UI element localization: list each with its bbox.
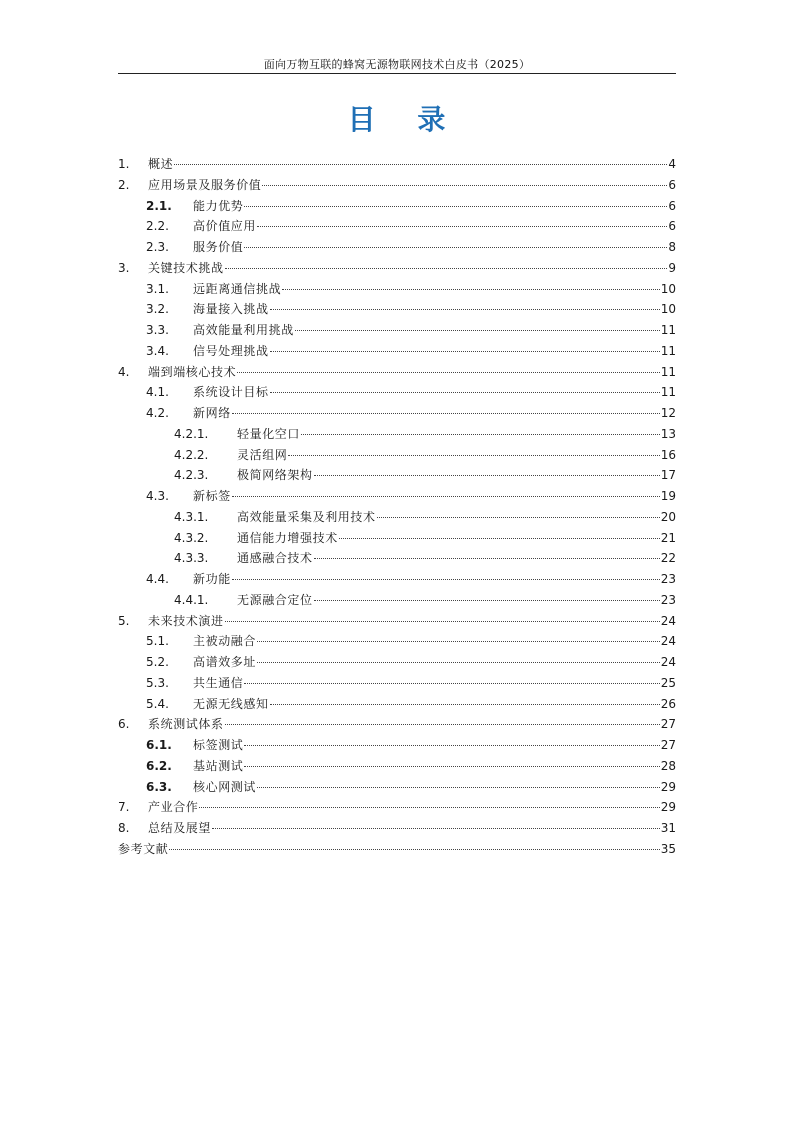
toc-entry-label: 通感融合技术	[237, 551, 313, 566]
toc-entry-number: 4.3.1.	[174, 509, 209, 524]
toc-entry[interactable]	[118, 611, 676, 632]
toc-dot-leader	[270, 351, 660, 352]
toc-entry[interactable]	[118, 320, 676, 341]
toc-entry-number: 8.	[118, 821, 130, 835]
toc-entry[interactable]	[118, 403, 676, 424]
toc-entry-page: 24	[660, 613, 676, 628]
toc-entry-label: 信号处理挑战	[193, 343, 269, 358]
toc-entry-page: 24	[660, 634, 676, 649]
toc-entry-label: 核心网测试	[193, 779, 257, 794]
toc-entry-number: 4.1.	[146, 385, 169, 400]
toc-entry-number: 2.1.	[146, 198, 172, 213]
toc-dot-leader	[244, 247, 667, 248]
table-of-contents	[118, 154, 676, 860]
toc-entry-label: 概述	[148, 157, 174, 171]
toc-entry-page: 11	[660, 343, 676, 358]
toc-dot-leader	[169, 849, 659, 850]
toc-entry[interactable]	[118, 196, 676, 217]
toc-entry-page: 31	[660, 821, 676, 835]
toc-dot-leader	[301, 434, 660, 435]
toc-dot-leader	[199, 807, 659, 808]
toc-dot-leader	[270, 704, 660, 705]
toc-dot-leader	[295, 330, 660, 331]
toc-entry-label: 共生通信	[193, 675, 244, 690]
toc-entry-label: 高谱效多址	[193, 655, 257, 669]
toc-entry-label: 极简网络架构	[237, 468, 313, 483]
toc-entry[interactable]	[118, 652, 676, 673]
toc-entry[interactable]	[118, 631, 676, 652]
toc-entry[interactable]	[118, 486, 676, 507]
toc-entry-page: 25	[660, 675, 676, 690]
toc-entry[interactable]	[118, 548, 676, 569]
toc-dot-leader	[257, 662, 660, 663]
toc-entry-number: 4.4.1.	[174, 592, 209, 607]
toc-dot-leader	[257, 226, 667, 227]
toc-entry-page: 11	[660, 385, 676, 400]
toc-entry-label: 参考文献	[118, 841, 169, 856]
toc-dot-leader	[237, 372, 660, 373]
toc-entry-page: 13	[660, 426, 676, 441]
toc-entry-page: 11	[660, 323, 676, 337]
toc-entry-page: 11	[660, 364, 676, 379]
toc-entry-page: 26	[660, 696, 676, 711]
toc-entry-number: 6.1.	[146, 738, 172, 752]
toc-entry-number: 4.3.	[146, 489, 169, 503]
toc-entry[interactable]	[118, 424, 676, 445]
toc-dot-leader	[225, 268, 668, 269]
toc-entry-page: 22	[660, 551, 676, 566]
toc-entry-label: 服务价值	[193, 240, 244, 254]
toc-entry-number: 4.3.2.	[174, 530, 209, 545]
toc-entry-page: 17	[660, 468, 676, 483]
toc-entry[interactable]	[118, 590, 676, 611]
toc-entry[interactable]	[118, 341, 676, 362]
toc-dot-leader	[244, 206, 667, 207]
toc-title: 目 录	[347, 103, 462, 136]
toc-entry-number: 6.	[118, 717, 130, 732]
toc-entry[interactable]	[118, 175, 676, 196]
toc-entry-number: 2.2.	[146, 219, 169, 234]
toc-dot-leader	[212, 828, 660, 829]
toc-entry-number: 5.	[118, 613, 130, 628]
toc-entry-label: 基站测试	[193, 758, 244, 773]
toc-dot-leader	[262, 185, 667, 186]
toc-dot-leader	[314, 558, 660, 559]
toc-entry[interactable]	[118, 528, 676, 549]
toc-entry-page: 9	[668, 260, 676, 275]
toc-entry-page: 24	[660, 655, 676, 669]
toc-entry-number: 2.3.	[146, 240, 169, 254]
toc-entry-label: 海量接入挑战	[193, 302, 269, 317]
toc-entry[interactable]	[118, 735, 676, 756]
toc-dot-leader	[225, 724, 660, 725]
toc-entry[interactable]	[118, 756, 676, 777]
toc-entry-number: 4.2.	[146, 406, 169, 420]
toc-dot-leader	[314, 475, 660, 476]
toc-entry-label: 新功能	[193, 572, 231, 586]
toc-entry-label: 主被动融合	[193, 634, 257, 649]
toc-entry-page: 29	[660, 779, 676, 794]
toc-entry-label: 能力优势	[193, 198, 244, 213]
toc-entry[interactable]	[118, 154, 676, 175]
toc-dot-leader	[174, 164, 667, 165]
toc-entry-number: 5.4.	[146, 696, 169, 711]
toc-entry-page: 12	[660, 406, 676, 420]
toc-entry-number: 3.1.	[146, 281, 169, 296]
toc-entry-label: 新网络	[193, 406, 231, 420]
toc-entry[interactable]	[118, 445, 676, 466]
toc-entry-label: 端到端核心技术	[148, 364, 237, 379]
toc-entry[interactable]	[118, 777, 676, 798]
toc-entry-label: 远距离通信挑战	[193, 281, 282, 296]
toc-entry-page: 10	[660, 281, 676, 296]
toc-entry[interactable]	[118, 216, 676, 237]
toc-entry-number: 3.3.	[146, 323, 169, 337]
toc-entry-label: 总结及展望	[148, 821, 212, 835]
toc-entry-label: 系统测试体系	[148, 717, 224, 732]
toc-entry[interactable]	[118, 258, 676, 279]
toc-entry-number: 7.	[118, 800, 130, 815]
toc-entry[interactable]	[118, 382, 676, 403]
toc-entry-page: 35	[660, 841, 676, 856]
toc-dot-leader	[288, 455, 659, 456]
toc-entry-page: 27	[660, 738, 676, 752]
toc-entry-label: 无源融合定位	[237, 592, 313, 607]
toc-entry-page: 6	[668, 177, 676, 192]
toc-entry-label: 系统设计目标	[193, 385, 269, 400]
toc-entry-page: 16	[660, 447, 676, 462]
toc-dot-leader	[270, 392, 660, 393]
toc-entry-number: 5.1.	[146, 634, 169, 649]
toc-entry-number: 4.2.1.	[174, 426, 209, 441]
toc-entry-page: 4	[668, 157, 676, 171]
toc-dot-leader	[377, 517, 660, 518]
toc-dot-leader	[339, 538, 660, 539]
toc-entry-label: 应用场景及服务价值	[148, 177, 262, 192]
toc-entry-label: 高效能量利用挑战	[193, 323, 294, 337]
toc-entry-page: 29	[660, 800, 676, 815]
toc-entry-number: 5.3.	[146, 675, 169, 690]
toc-dot-leader	[270, 309, 660, 310]
toc-entry[interactable]	[118, 818, 676, 839]
toc-entry-page: 19	[660, 489, 676, 503]
toc-entry[interactable]	[118, 839, 676, 860]
toc-entry-page: 21	[660, 530, 676, 545]
toc-entry[interactable]	[118, 797, 676, 818]
toc-entry[interactable]	[118, 673, 676, 694]
toc-entry-number: 5.2.	[146, 655, 169, 669]
toc-entry-label: 无源无线感知	[193, 696, 269, 711]
toc-entry[interactable]	[118, 569, 676, 590]
running-header: 面向万物互联的蜂窝无源物联网技术白皮书（2025）	[263, 58, 531, 71]
toc-entry-number: 4.	[118, 364, 130, 379]
toc-entry-number: 1.	[118, 157, 130, 171]
toc-dot-leader	[232, 413, 660, 414]
toc-entry[interactable]	[118, 465, 676, 486]
toc-entry-label: 标签测试	[193, 738, 244, 752]
toc-entry-number: 6.3.	[146, 779, 172, 794]
toc-entry-label: 新标签	[193, 489, 231, 503]
toc-entry[interactable]	[118, 714, 676, 735]
toc-entry-page: 10	[660, 302, 676, 317]
toc-dot-leader	[282, 289, 660, 290]
toc-entry-page: 6	[668, 219, 676, 234]
toc-dot-leader	[314, 600, 660, 601]
toc-dot-leader	[232, 496, 660, 497]
toc-entry-number: 3.4.	[146, 343, 169, 358]
toc-entry-label: 关键技术挑战	[148, 260, 224, 275]
toc-entry-number: 4.2.2.	[174, 447, 209, 462]
toc-entry-label: 通信能力增强技术	[237, 530, 338, 545]
toc-dot-leader	[225, 621, 660, 622]
toc-dot-leader	[232, 579, 660, 580]
toc-entry-page: 6	[668, 198, 676, 213]
toc-entry-number: 4.3.3.	[174, 551, 209, 566]
toc-entry[interactable]	[118, 694, 676, 715]
toc-entry-label: 未来技术演进	[148, 613, 224, 628]
toc-dot-leader	[244, 683, 659, 684]
toc-entry[interactable]	[118, 299, 676, 320]
toc-entry[interactable]	[118, 279, 676, 300]
toc-entry-number: 2.	[118, 177, 130, 192]
toc-entry-number: 4.4.	[146, 572, 169, 586]
toc-entry-number: 6.2.	[146, 758, 172, 773]
toc-entry-number: 3.	[118, 260, 130, 275]
toc-dot-leader	[244, 766, 659, 767]
header-divider	[118, 73, 676, 74]
toc-entry-label: 高价值应用	[193, 219, 257, 234]
toc-entry-label: 高效能量采集及利用技术	[237, 509, 376, 524]
toc-entry-page: 20	[660, 509, 676, 524]
toc-entry-number: 3.2.	[146, 302, 169, 317]
toc-entry[interactable]	[118, 362, 676, 383]
toc-entry-page: 8	[668, 240, 676, 254]
toc-entry-label: 产业合作	[148, 800, 199, 815]
toc-entry-label: 灵活组网	[237, 447, 288, 462]
toc-entry-page: 27	[660, 717, 676, 732]
toc-entry[interactable]	[118, 237, 676, 258]
toc-entry[interactable]	[118, 507, 676, 528]
toc-dot-leader	[257, 787, 660, 788]
toc-entry-label: 轻量化空口	[237, 426, 301, 441]
toc-entry-page: 23	[660, 592, 676, 607]
toc-dot-leader	[244, 745, 659, 746]
toc-entry-number: 4.2.3.	[174, 468, 209, 483]
toc-entry-page: 23	[660, 572, 676, 586]
toc-dot-leader	[257, 641, 660, 642]
toc-entry-page: 28	[660, 758, 676, 773]
